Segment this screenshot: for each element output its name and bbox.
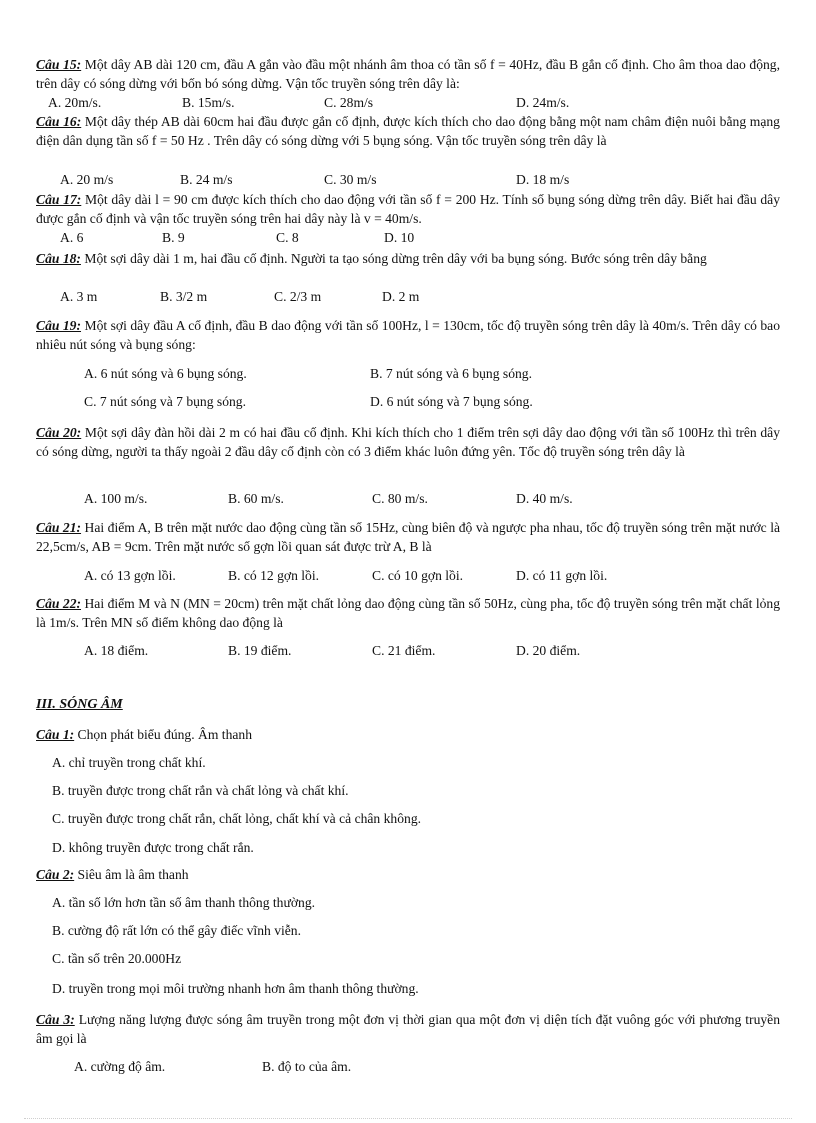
question-label: Câu 16: bbox=[36, 114, 82, 129]
question-20 bbox=[36, 423, 780, 461]
options-row bbox=[84, 392, 784, 411]
option-b: B. 7 nút sóng và 6 bụng sóng. bbox=[370, 366, 532, 381]
options-row bbox=[84, 489, 784, 508]
option-d: D. 40 m/s. bbox=[516, 491, 573, 506]
question-21 bbox=[36, 518, 780, 556]
question-s3-2 bbox=[36, 865, 780, 884]
option-c: C. 28m/s bbox=[324, 95, 374, 110]
option-b: B. truyền được trong chất rắn và chất lỏng và chất khí. bbox=[52, 783, 349, 798]
question-text: Một sợi dây dài 1 m, hai đầu cố định. Người ta tạo sóng dừng trên dây với ba bụng sóng. Bước sóng trên dây bằng bbox=[80, 251, 707, 266]
question-s3-3 bbox=[36, 1010, 780, 1048]
options-row bbox=[74, 1057, 774, 1076]
question-label: Câu 3: bbox=[36, 1012, 75, 1027]
question-text: Một dây dài l = 90 cm được kích thích cho dao động với tần số f = 200 Hz. Tính số bụng sóng dừng trên dây. Biết hai đầu dây được gắn cố định và vận tốc truyền sóng trên hai dây này là v = 40m/s. bbox=[36, 192, 780, 226]
question-text: Một dây AB dài 120 cm, đầu A gắn vào đầu một nhánh âm thoa có tần số f = 40Hz, đầu B gắn cố định. Cho âm thoa dao động, trên dây có sóng dừng với bốn bó sóng dừng. Vận tốc truyền sóng trên dây là: bbox=[36, 57, 780, 91]
option-a: A. 3 m bbox=[60, 289, 98, 304]
option-c: C. 21 điểm. bbox=[372, 643, 436, 658]
option-a: A. 18 điểm. bbox=[84, 643, 149, 658]
question-16 bbox=[36, 112, 780, 150]
option-d: D. 6 nút sóng và 7 bụng sóng. bbox=[370, 394, 533, 409]
section-title: III. SÓNG ÂM bbox=[36, 697, 123, 712]
option-b: B. cường độ rất lớn có thể gây điếc vĩnh viễn. bbox=[52, 923, 302, 938]
question-text: Một dây thép AB dài 60cm hai đầu được gắn cố định, được kích thích cho dao động bằng một nam châm điện nuôi bằng mạng điện dân dụng tần số f = 50 Hz . Trên dây có sóng dừng với 5 bụng sóng. Vận tốc truyền sóng trên dây là bbox=[36, 114, 780, 148]
question-text: Hai điểm A, B trên mặt nước dao động cùng tần số 15Hz, cùng biên độ và ngược pha nhau, tốc độ truyền sóng trên mặt nước là 22,5cm/s, AB = 9cm. Trên mặt nước số gợn lồi quan sát được trừ A, B là bbox=[36, 520, 780, 554]
option-a: A. có 13 gợn lồi. bbox=[84, 568, 176, 583]
question-text: Hai điểm M và N (MN = 20cm) trên mặt chất lỏng dao động cùng tần số 50Hz, cùng pha, tốc độ truyền sóng trên mặt chất lỏng là 1m/s. Trên MN số điểm không dao động là bbox=[36, 596, 780, 630]
options-row bbox=[84, 641, 784, 660]
question-label: Câu 20: bbox=[36, 425, 82, 440]
option-c: C. 80 m/s. bbox=[372, 491, 428, 506]
option-d: D. 24m/s. bbox=[516, 95, 570, 110]
options-row bbox=[84, 364, 784, 383]
option-b: B. 19 điểm. bbox=[228, 643, 292, 658]
option-d: D. 18 m/s bbox=[516, 172, 570, 187]
question-19 bbox=[36, 316, 780, 354]
question-label: Câu 15: bbox=[36, 57, 82, 72]
question-s3-1 bbox=[36, 725, 780, 744]
option-d: D. có 11 gợn lồi. bbox=[516, 568, 608, 583]
options-row bbox=[60, 287, 780, 306]
option-c: C. 7 nút sóng và 7 bụng sóng. bbox=[84, 394, 246, 409]
option-b: B. 24 m/s bbox=[180, 172, 233, 187]
question-15 bbox=[36, 55, 780, 93]
option-a: A. 100 m/s. bbox=[84, 491, 148, 506]
question-label: Câu 2: bbox=[36, 867, 75, 882]
option-b: B. 15m/s. bbox=[182, 95, 235, 110]
option-a: A. 6 nút sóng và 6 bụng sóng. bbox=[84, 366, 247, 381]
question-22 bbox=[36, 594, 780, 632]
option-a: A. cường độ âm. bbox=[74, 1059, 166, 1074]
question-text: Một sợi dây đàn hồi dài 2 m có hai đầu cố định. Khi kích thích cho 1 điểm trên sợi dây dao động với tần số 100Hz thì trên dây có sóng dừng, người ta thấy ngoài 2 đầu dây cố định còn có 3 điểm khác luôn đứng yên. Tốc độ truyền sóng trên dây là bbox=[36, 425, 780, 459]
question-text: Lượng năng lượng được sóng âm truyền trong một đơn vị thời gian qua một đơn vị diện tích đặt vuông góc với phương truyền âm gọi là bbox=[36, 1012, 780, 1046]
option-c: C. có 10 gợn lồi. bbox=[372, 568, 464, 583]
option-b: B. độ to của âm. bbox=[262, 1059, 352, 1074]
question-text: Siêu âm là âm thanh bbox=[74, 867, 189, 882]
option-c: C. tần số trên 20.000Hz bbox=[52, 951, 182, 966]
option-a: A. tần số lớn hơn tần số âm thanh thông thường. bbox=[52, 895, 316, 910]
option-b: B. 60 m/s. bbox=[228, 491, 284, 506]
option-b: B. có 12 gợn lồi. bbox=[228, 568, 320, 583]
question-label: Câu 19: bbox=[36, 318, 82, 333]
options-row bbox=[84, 566, 784, 585]
options-row bbox=[60, 170, 780, 189]
question-label: Câu 18: bbox=[36, 251, 81, 266]
option-d: D. 10 bbox=[384, 230, 415, 245]
option-d: D. không truyền được trong chất rắn. bbox=[52, 840, 254, 855]
option-d: D. truyền trong mọi môi trường nhanh hơn âm thanh thông thường. bbox=[52, 981, 419, 996]
option-b: B. 9 bbox=[162, 230, 185, 245]
question-label: Câu 22: bbox=[36, 596, 82, 611]
option-b: B. 3/2 m bbox=[160, 289, 208, 304]
option-c: C. truyền được trong chất rắn, chất lỏng, chất khí và cả chân không. bbox=[52, 811, 422, 826]
question-label: Câu 1: bbox=[36, 727, 75, 742]
option-a: A. 20m/s. bbox=[48, 95, 102, 110]
page-bottom-divider bbox=[24, 1118, 792, 1119]
question-18 bbox=[36, 249, 780, 268]
options-row bbox=[48, 93, 768, 112]
question-label: Câu 21: bbox=[36, 520, 82, 535]
option-a: A. 20 m/s bbox=[60, 172, 114, 187]
question-text: Chọn phát biểu đúng. Âm thanh bbox=[74, 727, 252, 742]
option-a: A. 6 bbox=[60, 230, 84, 245]
option-c: C. 8 bbox=[276, 230, 299, 245]
option-c: C. 2/3 m bbox=[274, 289, 322, 304]
option-d: D. 2 m bbox=[382, 289, 420, 304]
option-a: A. chỉ truyền trong chất khí. bbox=[52, 755, 206, 770]
question-text: Một sợi dây đầu A cố định, đầu B dao động với tần số 100Hz, l = 130cm, tốc độ truyền sóng trên dây là 40m/s. Trên dây có bao nhiêu nút sóng và bụng sóng: bbox=[36, 318, 780, 352]
option-c: C. 30 m/s bbox=[324, 172, 377, 187]
question-label: Câu 17: bbox=[36, 192, 82, 207]
options-row bbox=[60, 228, 780, 247]
option-d: D. 20 điểm. bbox=[516, 643, 581, 658]
question-17 bbox=[36, 190, 780, 228]
